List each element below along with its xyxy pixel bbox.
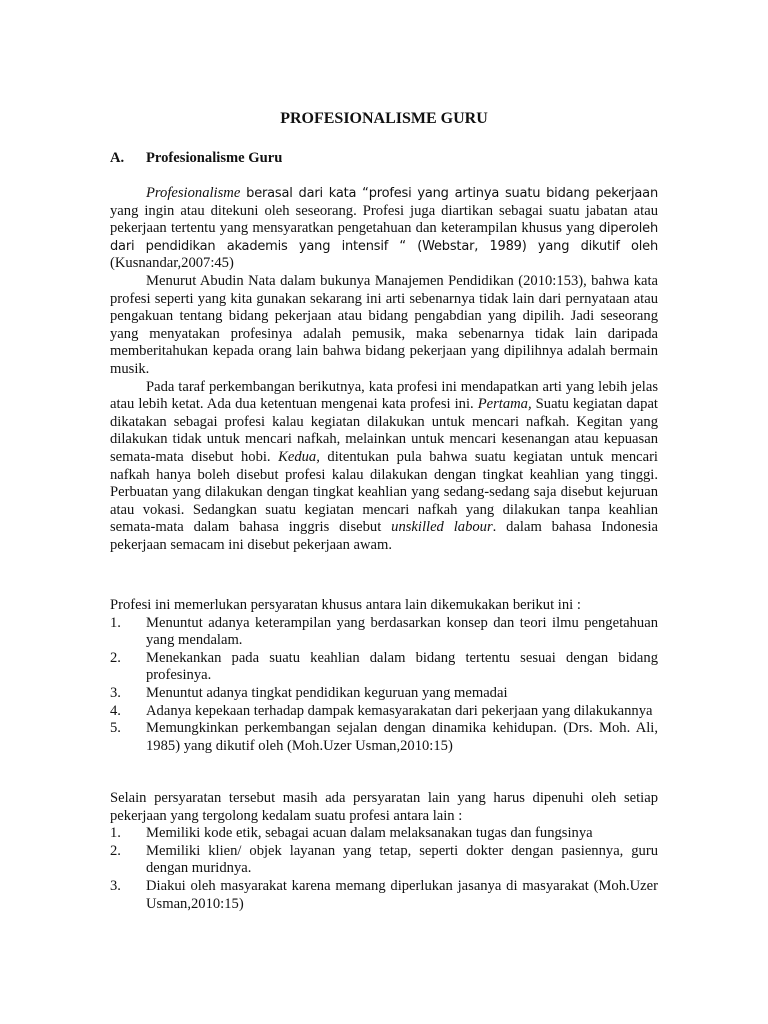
p1-part-b: yang ingin atau ditekuni oleh seseorang. Profesi juga diartikan sebagai suatu jabatan atau pekerjaan tertentu yang mensyaratkan pengetahuan dan keterampilan khusus yang (110, 202, 658, 237)
section-number: A. (110, 150, 125, 166)
p1-part-d: (Kusnandar,2007:45) (110, 255, 234, 272)
term-profesionalisme: Profesionalisme (146, 185, 241, 201)
paragraph-3 (110, 379, 658, 555)
list-text: Diakui oleh masyarakat karena memang diperlukan jasanya di masyarakat (Moh.Uzer Usman,2010:15) (146, 877, 658, 912)
section-heading (110, 150, 282, 168)
list-item (110, 825, 658, 843)
list-text: Memiliki klien/ objek layanan yang tetap, seperti dokter dengan pasiennya, guru dengan muridnya. (146, 842, 658, 877)
list-number: 4. (110, 702, 121, 719)
list-item (110, 703, 658, 721)
list-number: 5. (110, 720, 121, 737)
p3-part-b: Suatu kegiatan dapat dikatakan sebagai profesi kalau kegiatan dilakukan untuk mencari nafkah. Kegitan yang dilakukan tidak untuk mencari nafkah, melainkan untuk mencari kesenangan atau kepuasan semata-mata disebut hobi. (110, 396, 658, 465)
list2-intro: Selain persyaratan tersebut masih ada persyaratan lain yang harus dipenuhi oleh setiap pekerjaan yang tergolong kedalam suatu profesi antara lain : (110, 790, 658, 824)
list-text: Memungkinkan perkembangan sejalan dengan dinamika kehidupan. (Drs. Moh. Ali, 1985) yang dikutif oleh (Moh.Uzer Usman,2010:15) (146, 720, 658, 754)
list-item (110, 843, 658, 878)
list-item (110, 720, 658, 755)
paragraph-2: Menurut Abudin Nata dalam bukunya Manajemen Pendidikan (2010:153), bahwa kata profesi seperti yang kita gunakan sekarang ini arti sebenarnya tidak lain dari pernyataan atau pengakuan tentang bidang pekerjaan atau bidang pengabdian yang dipilih. Jadi seseorang yang menyatakan profesinya adalah pemusik, maka sebenarnya tidak lain daripada memberitahukan kepada orang lain bahwa bidang pekerjaan yang dipilihnya adalah bermain musik. (110, 272, 658, 377)
page-title: PROFESIONALISME GURU (280, 110, 488, 127)
p3-part-a: Pada taraf perkembangan berikutnya, kata profesi ini mendapatkan arti yang lebih jelas atau lebih ketat. Ada dua ketentuan mengenai kata profesi ini. (110, 378, 658, 413)
p3-pertama: Pertama, (477, 396, 532, 413)
list-text: Adanya kepekaan terhadap dampak kemasyarakatan dari pekerjaan yang dilakukannya (146, 702, 653, 719)
list-item (110, 650, 658, 685)
requirements-block (110, 597, 658, 755)
list-number: 2. (110, 842, 121, 859)
list-number: 1. (110, 825, 121, 842)
list-number: 3. (110, 877, 121, 894)
additional-requirements-block (110, 790, 658, 913)
list-text: Menekankan pada suatu keahlian dalam bidang tertentu sesuai dengan bidang profesinya. (146, 649, 658, 684)
list-text: Menuntut adanya tingkat pendidikan keguruan yang memadai (146, 684, 508, 701)
p3-unskilled: unskilled labour (391, 519, 493, 536)
requirements-list (110, 615, 658, 756)
list-item (110, 878, 658, 913)
p1-part-a: berasal dari kata “profesi yang artinya suatu bidang pekerjaan (240, 186, 658, 201)
additional-requirements-list (110, 825, 658, 913)
list-text: Memiliki kode etik, sebagai acuan dalam melaksanakan tugas dan fungsinya (146, 825, 593, 842)
list-number: 1. (110, 614, 121, 631)
list-number: 2. (110, 649, 121, 666)
paragraph-1 (110, 185, 658, 273)
list-number: 3. (110, 684, 121, 701)
p1-part-c: diperoleh dari pendidikan akademis yang intensif “ (Webstar, 1989) yang dikutif oleh (110, 221, 658, 254)
list-item (110, 615, 658, 650)
p3-kedua: Kedua, (278, 448, 320, 465)
list1-intro: Profesi ini memerlukan persyaratan khusus antara lain dikemukakan berikut ini : (110, 597, 581, 613)
p3-part-d: . dalam bahasa Indonesia pekerjaan semacam ini disebut pekerjaan awam. (110, 519, 658, 553)
section-body (110, 185, 658, 554)
list-text: Menuntut adanya keterampilan yang berdasarkan konsep dan teori ilmu pengetahuan yang mendalam. (146, 614, 658, 649)
section-title: Profesionalisme Guru (146, 150, 283, 166)
list-item (110, 685, 658, 703)
p3-part-c: ditentukan pula bahwa suatu kegiatan untuk mencari nafkah hanya boleh disebut profesi kalau dilakukan dengan tingkat keahlian yang tinggi. Perbuatan yang dilakukan dengan tingkat keahlian yang sedang-sedang saja disebut kejuruan atau vokasi. Sedangkan suatu kegiatan mencari nafkah yang dilakukan tanpa keahlian semata-mata dalam bahasa inggris disebut (110, 448, 658, 536)
